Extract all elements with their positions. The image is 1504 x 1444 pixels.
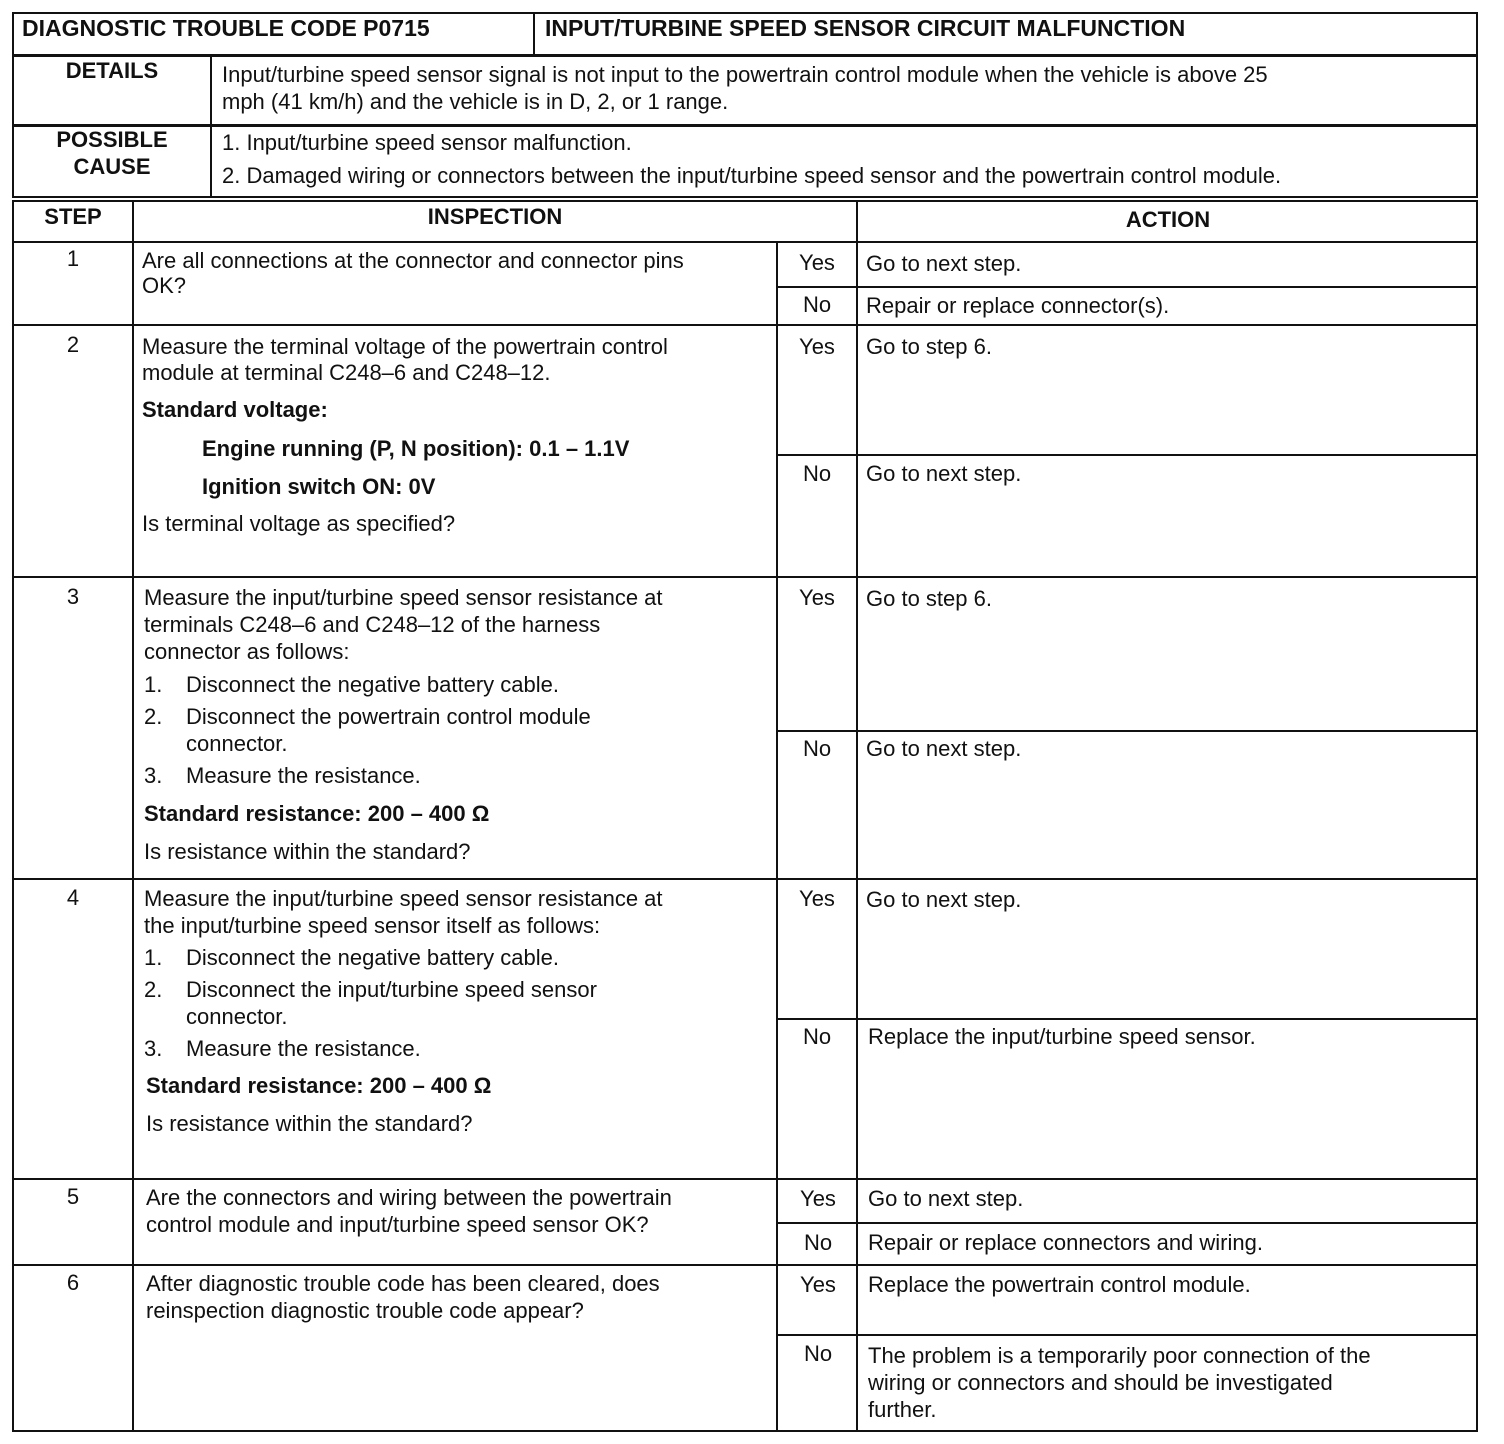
row-line — [12, 1264, 1478, 1266]
dtc-code: DIAGNOSTIC TROUBLE CODE P0715 — [22, 15, 430, 41]
yes-label: Yes — [800, 1186, 836, 1211]
no-label: No — [802, 736, 832, 761]
inspection-line: module at terminal C248–6 and C248–12. — [142, 360, 551, 385]
details-label: DETAILS — [65, 58, 159, 83]
sub-step-number: 3. — [144, 763, 163, 788]
details-divider — [210, 55, 212, 126]
details-text-line: Input/turbine speed sensor signal is not input to the powertrain control module when the vehicle is above 25 — [222, 62, 1268, 87]
standard-label: Standard voltage: — [142, 397, 328, 422]
yes-action: Go to step 6. — [866, 586, 992, 611]
sub-step-text: Measure the resistance. — [186, 1036, 421, 1061]
no-label: No — [802, 292, 832, 317]
no-action-line: wiring or connectors and should be investigated — [868, 1370, 1333, 1395]
sub-step-text: Disconnect the powertrain control module — [186, 704, 591, 729]
sub-step-number: 1. — [144, 672, 163, 697]
row-line — [12, 576, 1478, 578]
yes-action: Go to next step. — [868, 1186, 1024, 1211]
sub-step-text: Disconnect the negative battery cable. — [186, 945, 560, 970]
no-action: Go to next step. — [866, 736, 1022, 761]
inspection-line: control module and input/turbine speed sensor OK? — [146, 1212, 649, 1237]
step-number: 5 — [66, 1184, 80, 1209]
inspection-line: Are the connectors and wiring between the powertrain — [146, 1185, 672, 1210]
inspection-line: Are all connections at the connector and connector pins — [142, 248, 684, 273]
no-action: Replace the input/turbine speed sensor. — [868, 1024, 1256, 1049]
cause-label: POSSIBLE — [56, 127, 168, 152]
yes-label: Yes — [799, 585, 835, 610]
yesno-line — [776, 730, 1478, 732]
spec-line: Ignition switch ON: 0V — [202, 474, 436, 499]
cause-item: 2. Damaged wiring or connectors between the input/turbine speed sensor and the powertrain control module. — [222, 163, 1282, 188]
sub-step-number: 1. — [144, 945, 163, 970]
step-number: 3 — [66, 584, 80, 609]
yes-action: Go to next step. — [866, 887, 1022, 912]
inspection-line: the input/turbine speed sensor itself as follows: — [144, 913, 601, 938]
no-action-line: further. — [868, 1397, 937, 1422]
step-number: 2 — [66, 332, 80, 357]
sub-step-number: 2. — [144, 704, 163, 729]
yesno-line — [776, 286, 1478, 288]
inspection-line: OK? — [142, 273, 187, 298]
inspection-question: Is terminal voltage as specified? — [142, 511, 456, 536]
yes-action: Go to step 6. — [866, 334, 992, 359]
no-label: No — [802, 1024, 832, 1049]
inspection-line: After diagnostic trouble code has been cleared, does — [146, 1271, 660, 1296]
yes-label: Yes — [799, 250, 835, 275]
no-label: No — [802, 461, 832, 486]
no-action: Go to next step. — [866, 461, 1022, 486]
header-divider — [533, 12, 535, 56]
step-number: 4 — [66, 885, 80, 910]
yesno-line — [776, 1222, 1478, 1224]
yesno-line — [776, 1018, 1478, 1020]
standard-resistance: Standard resistance: 200 – 400 Ω — [146, 1073, 492, 1098]
sub-step-text: Disconnect the input/turbine speed sensor — [186, 977, 597, 1002]
step-number: 6 — [66, 1270, 80, 1295]
yes-action: Go to next step. — [866, 251, 1022, 276]
step-number: 1 — [66, 246, 80, 271]
inspection-line: terminals C248–6 and C248–12 of the harness — [144, 612, 601, 637]
yes-label: Yes — [800, 1272, 836, 1297]
inspection-question: Is resistance within the standard? — [146, 1111, 473, 1136]
sub-step-number: 3. — [144, 1036, 163, 1061]
yes-label: Yes — [799, 886, 835, 911]
standard-resistance: Standard resistance: 200 – 400 Ω — [144, 801, 490, 826]
sub-step-text: connector. — [186, 731, 288, 756]
sub-step-text: Disconnect the negative battery cable. — [186, 672, 560, 697]
sub-step-text: connector. — [186, 1004, 288, 1029]
no-label: No — [803, 1341, 833, 1366]
no-action: Repair or replace connector(s). — [866, 293, 1170, 318]
no-action-line: The problem is a temporarily poor connection of the — [868, 1343, 1371, 1368]
cause-item: 1. Input/turbine speed sensor malfunction. — [222, 130, 632, 155]
no-action: Repair or replace connectors and wiring. — [868, 1230, 1263, 1255]
col-header-action: ACTION — [1125, 207, 1211, 232]
inspection-line: Measure the input/turbine speed sensor resistance at — [144, 585, 663, 610]
spec-line: Engine running (P, N position): 0.1 – 1.1V — [202, 436, 630, 461]
cause-label: CAUSE — [73, 154, 151, 179]
col-divider-step — [132, 200, 134, 1432]
dtc-title: INPUT/TURBINE SPEED SENSOR CIRCUIT MALFUNCTION — [545, 15, 1186, 41]
inspection-line: Measure the input/turbine speed sensor resistance at — [144, 886, 663, 911]
row-line — [12, 324, 1478, 326]
yesno-line — [776, 454, 1478, 456]
sub-step-text: Measure the resistance. — [186, 763, 421, 788]
yes-action: Replace the powertrain control module. — [868, 1272, 1251, 1297]
row-line — [12, 241, 1478, 243]
inspection-line: Measure the terminal voltage of the powertrain control — [142, 334, 668, 359]
sub-step-number: 2. — [144, 977, 163, 1002]
yesno-line — [776, 1334, 1478, 1336]
inspection-question: Is resistance within the standard? — [144, 839, 471, 864]
details-text-line: mph (41 km/h) and the vehicle is in D, 2, or 1 range. — [222, 89, 729, 114]
col-header-inspection: INSPECTION — [427, 204, 563, 229]
col-header-step: STEP — [44, 204, 102, 229]
no-label: No — [803, 1230, 833, 1255]
inspection-line: reinspection diagnostic trouble code appear? — [146, 1298, 584, 1323]
row-line — [12, 1178, 1478, 1180]
row-line — [12, 878, 1478, 880]
cause-divider — [210, 125, 212, 198]
inspection-line: connector as follows: — [144, 639, 350, 664]
yes-label: Yes — [799, 334, 835, 359]
